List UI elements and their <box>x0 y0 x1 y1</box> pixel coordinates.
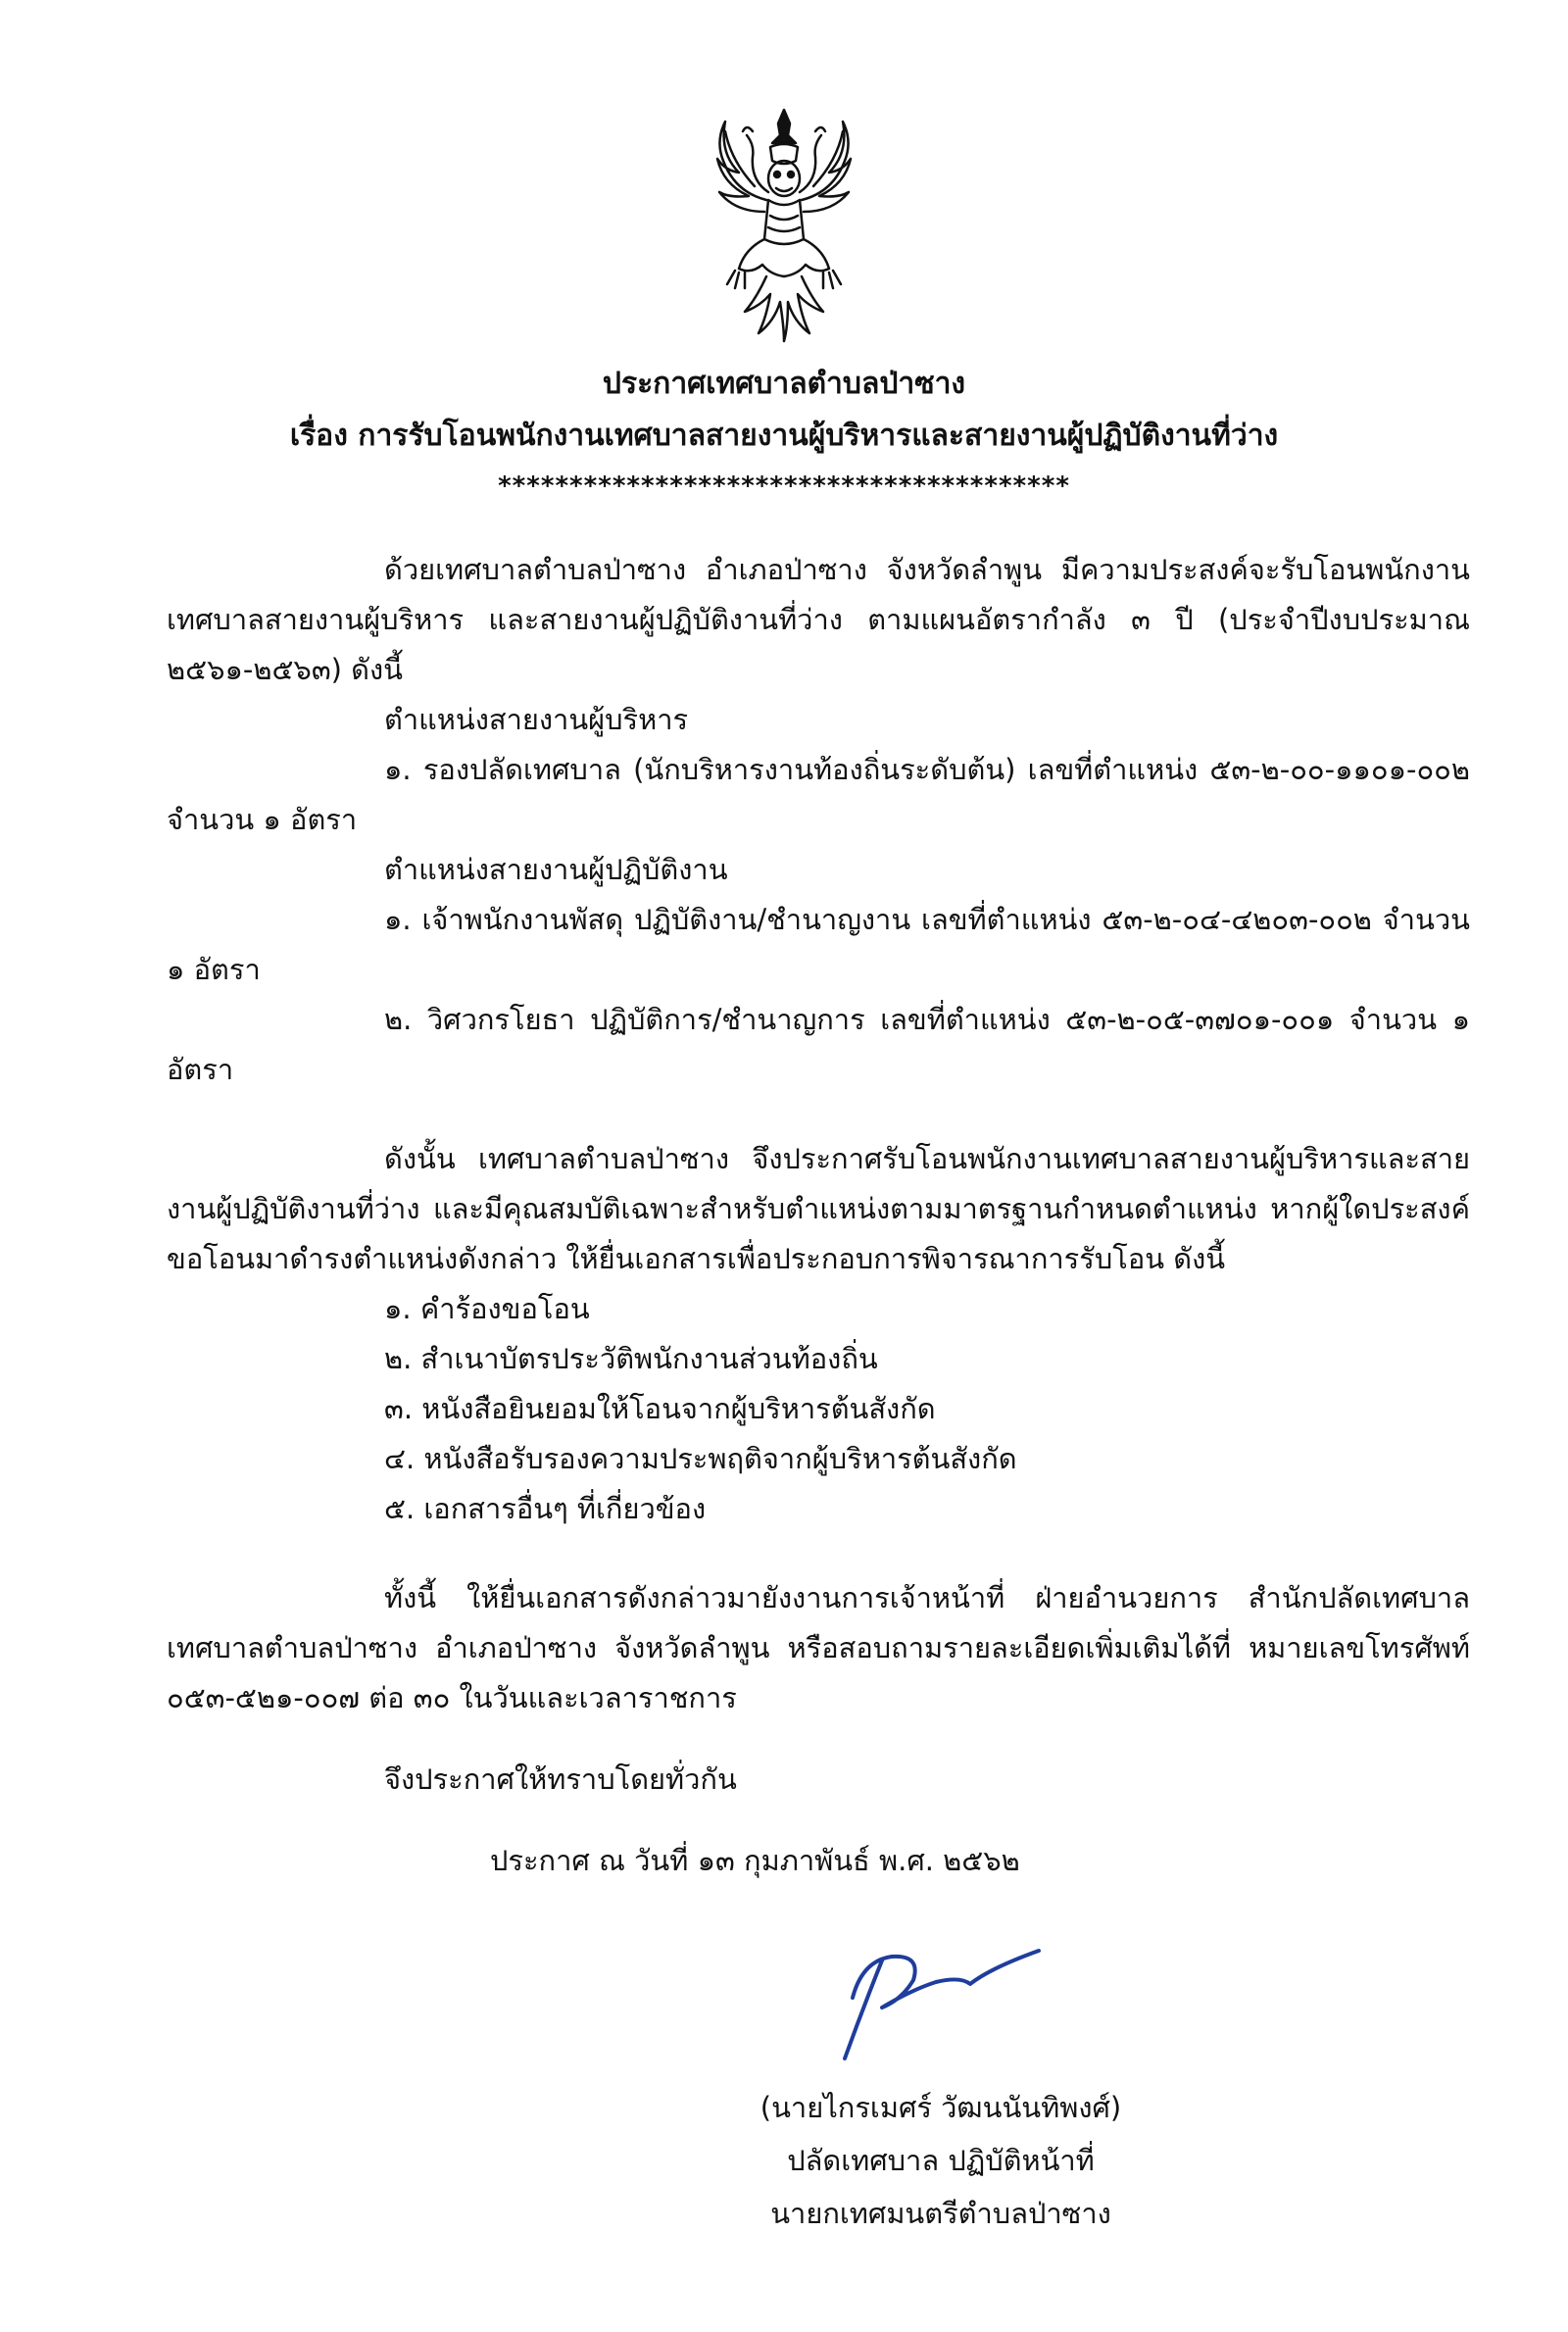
document-item: ๔. หนังสือรับรองความประพฤติจากผู้บริหารต้นสังกัด <box>384 1442 1017 1475</box>
closing-line: จึงประกาศให้ทราบโดยทั่วกัน <box>384 1762 737 1796</box>
paragraph-gap <box>167 1805 1470 1836</box>
submission-paragraph: ทั้งนี้ ให้ยื่นเอกสารดังกล่าวมายังงานการเจ้าหน้าที่ ฝ่ายอำนวยการ สำนักปลัดเทศบาล เทศบาลตำบลป่าซาง อำเภอป่าซาง จังหวัดลำพูน หรือสอบถามรายละเอียดเพิ่มเติมได้ที่ หมายเลขโทรศัพท์ ๐๕๓-๕๒๑-๐๐๗ ต่อ ๓๐ ในวันและเวลาราชการ <box>167 1581 1470 1714</box>
paragraph-gap <box>167 1723 1470 1755</box>
signer-position-acting: นายกเทศมนตรีตำบลป่าซาง <box>770 2197 1111 2230</box>
garuda-emblem-icon <box>706 102 862 347</box>
announcement-subject: เรื่อง การรับโอนพนักงานเทศบาลสายงานผู้บริหารและสายงานผู้ปฏิบัติงานที่ว่าง <box>289 419 1279 453</box>
signature-scribble <box>0 1921 1568 2078</box>
intro-paragraph: ด้วยเทศบาลตำบลป่าซาง อำเภอป่าซาง จังหวัดลำพูน มีความประสงค์จะรับโอนพนักงานเทศบาลสายงานผู้บริหาร และสายงานผู้ปฏิบัติงานที่ว่าง ตามแผนอัตรากำลัง ๓ ปี (ประจำปีงบประมาณ ๒๕๖๑-๒๕๖๓) ดังนี้ <box>167 553 1470 686</box>
paragraph-gap <box>167 1095 1470 1134</box>
paragraph-gap <box>167 1534 1470 1573</box>
staff-position-item: ๑. เจ้าพนักงานพัสดุ ปฏิบัติงาน/ชำนาญงาน เลขที่ตำแหน่ง ๕๓-๒-๐๔-๔๒๐๓-๐๐๒ จำนวน ๑ อัตรา <box>167 903 1470 986</box>
staff-positions-heading: ตำแหน่งสายงานผู้ปฏิบัติงาน <box>384 853 728 886</box>
announcement-title: ประกาศเทศบาลตำบลป่าซาง <box>602 367 966 401</box>
announcement-body <box>167 545 1470 1886</box>
exec-position-item: ๑. รองปลัดเทศบาล (นักบริหารงานท้องถิ่นระดับต้น) เลขที่ตำแหน่ง ๕๓-๒-๐๐-๑๑๐๑-๐๐๒ จำนวน ๑ อัตรา <box>167 753 1470 836</box>
document-item: ๕. เอกสารอื่นๆ ที่เกี่ยวข้อง <box>384 1492 707 1525</box>
exec-positions-heading: ตำแหน่งสายงานผู้บริหาร <box>384 703 689 736</box>
separator-stars: **************************************** <box>498 471 1070 501</box>
staff-position-item: ๒. วิศวกรโยธา ปฏิบัติการ/ชำนาญการ เลขที่ตำแหน่ง ๕๓-๒-๐๕-๓๗๐๑-๐๐๑ จำนวน ๑ อัตรา <box>167 1003 1470 1086</box>
date-line: ประกาศ ณ วันที่ ๑๓ กุมภาพันธ์ พ.ศ. ๒๕๖๒ <box>490 1844 1020 1877</box>
signer-position: ปลัดเทศบาล ปฏิบัติหน้าที่ <box>787 2144 1095 2177</box>
document-item: ๑. คำร้องขอโอน <box>384 1292 590 1325</box>
document-item: ๓. หนังสือยินยอมให้โอนจากผู้บริหารต้นสังกัด <box>384 1392 936 1425</box>
signer-name: (นายไกรเมศร์ วัฒนนันทิพงศ์) <box>760 2091 1122 2124</box>
document-item: ๒. สำเนาบัตรประวัติพนักงานส่วนท้องถิ่น <box>384 1342 878 1375</box>
therefore-paragraph: ดังนั้น เทศบาลตำบลป่าซาง จึงประกาศรับโอนพนักงานเทศบาลสายงานผู้บริหารและสายงานผู้ปฏิบัติงานที่ว่าง และมีคุณสมบัติเฉพาะสำหรับตำแหน่งตามมาตรฐานกำหนดตำแหน่ง หากผู้ใดประสงค์ขอโอนมาดำรงตำแหน่งดังกล่าว ให้ยื่นเอกสารเพื่อประกอบการพิจารณาการรับโอน ดังนี้ <box>167 1142 1470 1275</box>
